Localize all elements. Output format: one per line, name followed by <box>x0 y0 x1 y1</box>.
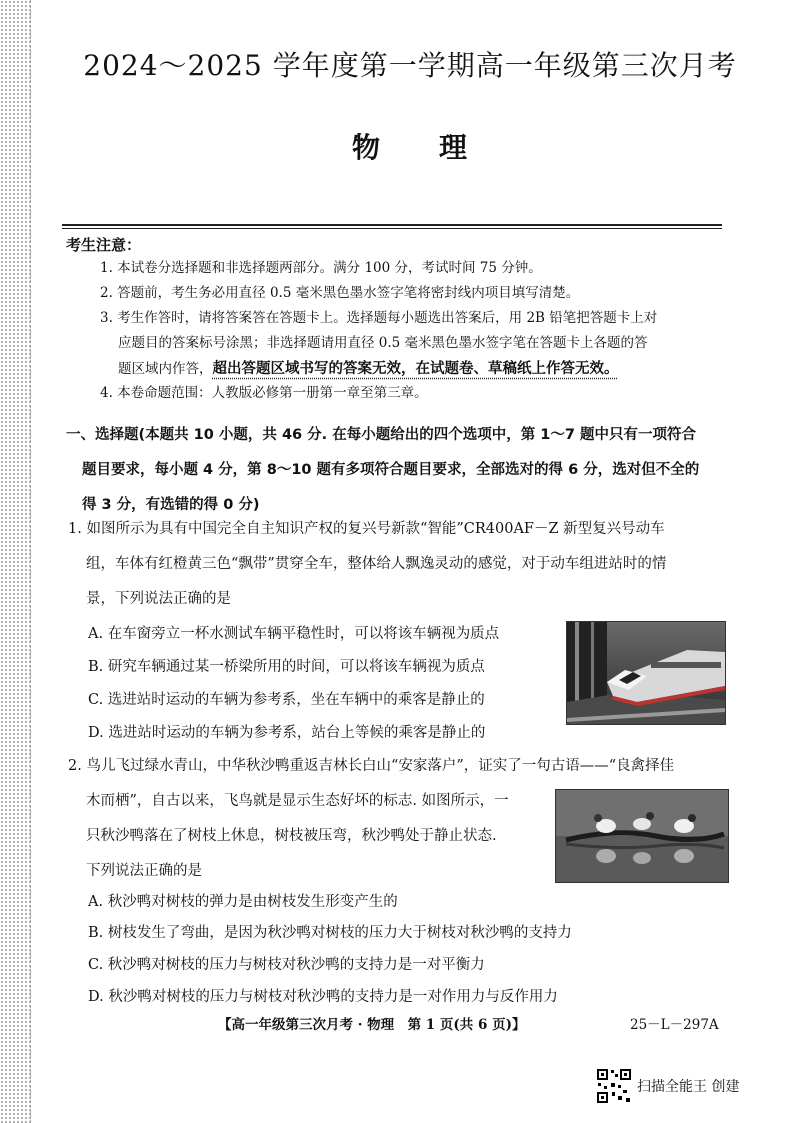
q1-option-c: C. 选进站时运动的车辆为参考系，坐在车辆中的乘客是静止的 <box>88 692 485 708</box>
subject-title: 物 理 <box>351 131 468 164</box>
q2-option-d: D. 秋沙鸭对树枝的压力与树枝对秋沙鸭的支持力是一对作用力与反作用力 <box>88 989 558 1005</box>
notice-item: 应题目的答案标号涂黑；非选择题请用直径 0.5 毫米黑色墨水签字笔在答题卡上各题的答 <box>118 335 648 351</box>
question-1-stem: 组，车体有红橙黄三色“飘带”贯穿全车，整体给人飘逸灵动的感觉，对于动车组进站时的情 <box>86 556 667 572</box>
notice-item: 1. 本试卷分选择题和非选择题两部分。满分 100 分，考试时间 75 分钟。 <box>100 260 542 276</box>
question-1-stem: 景，下列说法正确的是 <box>86 591 231 607</box>
notice-item: 3. 考生作答时，请将答案答在答题卡上。选择题每小题选出答案后，用 2B 铅笔把答题卡上对 <box>100 310 658 326</box>
section-line: 得 3 分，有选错的得 0 分) <box>82 497 260 513</box>
section-one-instructions <box>66 418 736 523</box>
q2-option-a: A. 秋沙鸭对树枝的弹力是由树枝发生形变产生的 <box>88 894 398 910</box>
paper-code: 25－L－297A <box>630 1017 719 1033</box>
notice-item-text: 题区域内作答， <box>118 361 213 377</box>
q1-option-a: A. 在车窗旁立一杯水测试车辆平稳性时，可以将该车辆视为质点 <box>88 626 500 642</box>
notice-item: 4. 本卷命题范围：人教版必修第一册第一章至第三章。 <box>100 385 428 401</box>
question-1-stem: 1. 如图所示为具有中国完全自主知识产权的复兴号新款“智能”CR400AF－Z 新型复兴号动车 <box>68 521 665 537</box>
notice-item: 2. 答题前，考生务必用直径 0.5 毫米黑色墨水签字笔将密封线内项目填写清楚。 <box>100 285 580 301</box>
scanner-watermark: 扫描全能王 创建 <box>637 1079 740 1095</box>
q2-option-b: B. 树枝发生了弯曲，是因为秋沙鸭对树枝的压力大于树枝对秋沙鸭的支持力 <box>88 925 572 941</box>
notice-item <box>118 356 619 382</box>
page-footer: 【高一年级第三次月考 · 物理 第 1 页(共 6 页)】 <box>218 1017 526 1033</box>
qr-code-icon <box>596 1068 632 1104</box>
notice-heading: 考生注意： <box>66 236 142 254</box>
notice-emphasis: 超出答题区域书写的答案无效，在试题卷、草稿纸上作答无效。 <box>212 360 619 377</box>
question-2-stem: 下列说法正确的是 <box>86 863 202 879</box>
divider-line <box>62 228 722 229</box>
q1-option-d: D. 选进站时运动的车辆为参考系，站台上等候的乘客是静止的 <box>88 725 486 741</box>
question-2-stem: 木而栖”，自古以来，飞鸟就是显示生态好坏的标志. 如图所示，一 <box>86 793 509 809</box>
binding-margin <box>0 0 31 1123</box>
divider-line <box>62 224 722 226</box>
section-line: 题目要求，每小题 4 分，第 8～10 题有多项符合题目要求，全部选对的得 6 分，选对但不全的 <box>82 462 700 478</box>
section-line: 一、选择题(本题共 10 小题，共 46 分. 在每小题给出的四个选项中，第 1～7 题中只有一项符合 <box>66 427 697 443</box>
q2-option-c: C. 秋沙鸭对树枝的压力与树枝对秋沙鸭的支持力是一对平衡力 <box>88 957 485 973</box>
duck-photo <box>555 789 729 883</box>
question-2-stem: 只秋沙鸭落在了树枝上休息，树枝被压弯，秋沙鸭处于静止状态. <box>86 828 497 844</box>
train-photo <box>566 621 726 725</box>
question-2-stem: 2. 鸟儿飞过绿水青山，中华秋沙鸭重返吉林长白山“安家落户”，证实了一句古语——“良禽择佳 <box>68 758 675 774</box>
q1-option-b: B. 研究车辆通过某一桥梁所用的时间，可以将该车辆视为质点 <box>88 659 485 675</box>
exam-title: 2024～2025 学年度第一学期高一年级第三次月考 <box>83 49 737 82</box>
